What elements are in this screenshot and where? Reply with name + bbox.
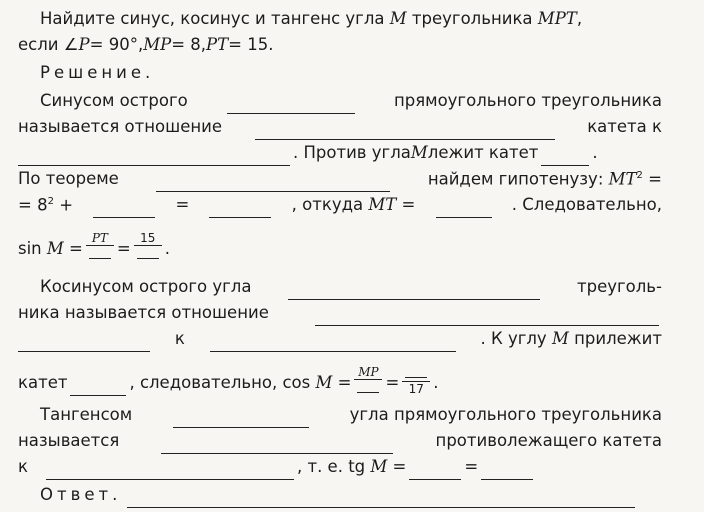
sin-line-4: По теореме найдем гипотенузу: $MT^2$ = xyxy=(18,166,662,192)
blank-field[interactable] xyxy=(18,147,290,166)
blank-field[interactable] xyxy=(46,461,294,480)
cos-line-2: ника называется отношение xyxy=(18,300,662,326)
cos-line-3: к . К углу M прилежит xyxy=(18,326,662,352)
answer-field[interactable] xyxy=(127,489,635,508)
blank-field[interactable] xyxy=(409,461,461,480)
sin-line-3: . Против угла M лежит катет . xyxy=(18,140,662,166)
sin-line-6: sin M = PT = 15 . xyxy=(18,226,662,262)
blank-field[interactable] xyxy=(93,199,155,218)
sin-line-1: Синусом острого прямоугольного треугольника xyxy=(40,88,662,114)
blank-field[interactable] xyxy=(481,461,533,480)
fraction: 15 xyxy=(134,231,162,262)
sin-line-2: называется отношение катета к xyxy=(18,114,662,140)
blank-field[interactable] xyxy=(173,409,309,428)
blank-field[interactable] xyxy=(436,199,492,218)
blank-field[interactable] xyxy=(288,281,540,300)
cos-line-1: Косинусом острого угла треуголь- xyxy=(40,274,662,300)
cos-line-4: катет , следовательно, cos M = MP = 17 . xyxy=(18,365,439,396)
blank-field[interactable] xyxy=(210,333,456,352)
tan-line-3: к , т. е. tg M = = xyxy=(18,454,662,480)
fraction: PT xyxy=(86,231,114,262)
blank-field[interactable] xyxy=(315,307,659,326)
blank-field[interactable] xyxy=(18,333,150,352)
task-line-2: если ∠ P = 90°, MP = 8, PT = 15. xyxy=(18,35,274,54)
fraction: 17 xyxy=(402,365,430,396)
blank-field[interactable] xyxy=(255,121,555,140)
task-line-1 xyxy=(40,6,662,32)
answer-line: Ответ. xyxy=(40,482,662,508)
task-text: Найдите синус, косинус и тангенс угла M треугольника MPT, xyxy=(40,9,583,28)
sin-line-5: = $8^2$ + = , откуда MT = . Следовательно, xyxy=(18,192,662,218)
solution-heading: Решение. xyxy=(40,63,155,82)
blank-field[interactable] xyxy=(70,377,126,396)
blank-field[interactable] xyxy=(156,173,390,192)
tan-line-2: называется противолежащего катета xyxy=(18,428,662,454)
blank-field[interactable] xyxy=(161,435,393,454)
blank-field[interactable] xyxy=(209,199,271,218)
tan-line-1: Тангенсом угла прямоугольного треугольника xyxy=(40,402,662,428)
fraction: MP xyxy=(354,365,382,396)
blank-field[interactable] xyxy=(227,95,355,114)
